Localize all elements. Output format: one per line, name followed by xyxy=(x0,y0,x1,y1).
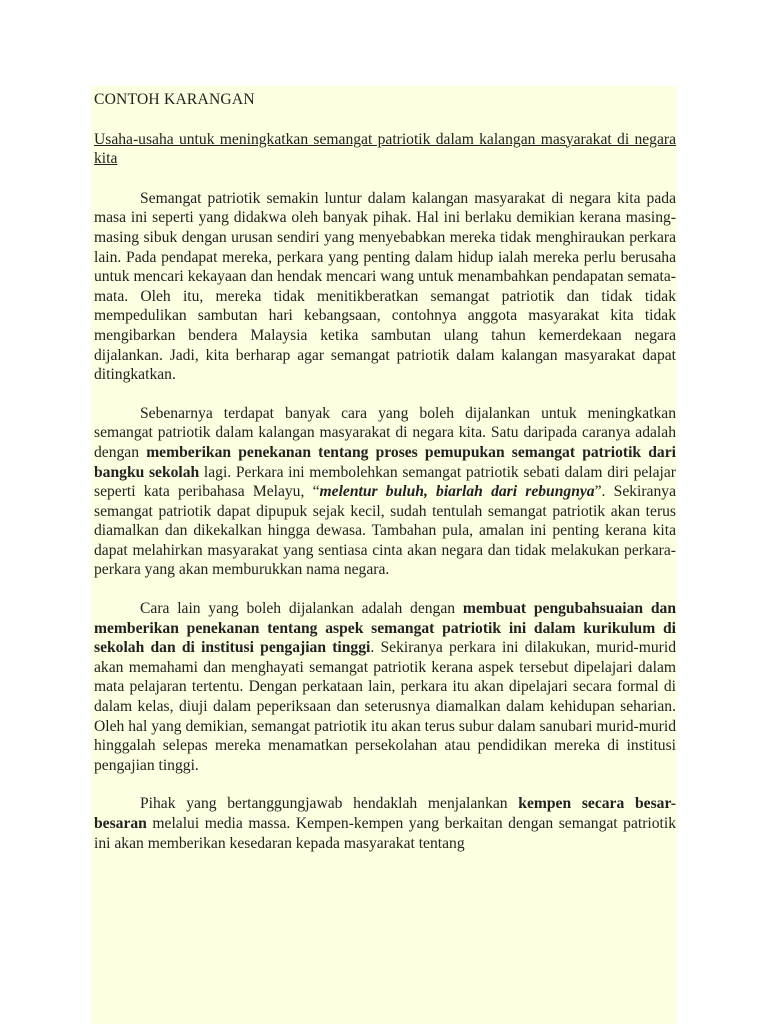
paragraph-2-text-b: lagi. Perkara ini membolehkan semangat patriotik sebati dalam diri pelajar seperti kata peribahasa Melayu, “ xyxy=(94,463,676,501)
paragraph-4-text-a: Pihak yang bertanggungjawab hendaklah menjalankan xyxy=(140,795,519,813)
paragraph-4-text-b: melalui media massa. Kempen-kempen yang berkaitan dengan semangat patriotik ini akan memberikan kesedaran kepada masyarakat tentang xyxy=(94,815,676,852)
paragraph-2 xyxy=(94,404,676,580)
paragraph-4 xyxy=(94,794,676,853)
paragraph-2-text-c: ”. Sekiranya semangat patriotik dapat dipupuk sejak kecil, sudah tentulah semangat patriotik akan terus diamalkan dan dikekalkan hingga dewasa. Tambahan pula, amalan ini penting kerana kita dapat melahirkan masyarakat yang sentiasa cinta akan negara dan tidak melakukan perkara-perkara yang akan memburukkan nama negara. xyxy=(94,483,676,579)
essay-title: Usaha-usaha untuk meningkatkan semangat patriotik dalam kalangan masyarakat di negara kita xyxy=(94,130,676,168)
paragraph-1: Semangat patriotik semakin luntur dalam kalangan masyarakat di negara kita pada masa ini seperti yang didakwa oleh banyak pihak. Hal ini berlaku demikian kerana masing-masing sibuk dengan urusan sendiri yang menyebabkan mereka tidak menghiraukan perkara lain. Pada pendapat mereka, perkara yang penting dalam hidup ialah mereka perlu berusaha untuk mencari kekayaan dan hendak mencari wang untuk menambahkan pendapatan semata-mata. Oleh itu, mereka tidak menitikberatkan semangat patriotik dan tidak tidak mempedulikan sambutan hari kebangsaan, contohnya anggota masyarakat kita tidak mengibarkan bendera Malaysia ketika sambutan ulang tahun kemerdekaan negara dijalankan. Jadi, kita berharap agar semangat patriotik dalam kalangan masyarakat dapat ditingkatkan. xyxy=(94,189,676,384)
paragraph-3-text-b: . Sekiranya perkara ini dilakukan, murid-murid akan memahami dan menghayati semangat patriotik kerana aspek tersebut dipelajari dalam mata pelajaran tertentu. Dengan perkataan lain, perkara itu akan dipelajari secara formal di dalam kelas, diuji dalam peperiksaan dan seterusnya diamalkan dalam kehidupan seharian. Oleh hal yang demikian, semangat patriotik itu akan terus subur dalam sanubari murid-murid hinggalah selepas mereka menamatkan persekolahan atau pendidikan mereka di institusi pengajian tinggi. xyxy=(94,639,676,774)
paragraph-3 xyxy=(94,599,676,775)
paragraph-3-bold-phrase: membuat pengubahsuaian dan memberikan penekanan tentang aspek semangat patriotik ini dalam kurikulum di sekolah dan di institusi pengajian tinggi xyxy=(94,600,676,657)
document-page xyxy=(91,86,677,1024)
paragraph-4-bold-phrase: kempen secara besar-besaran xyxy=(94,795,676,832)
paragraph-2-text-a: Sebenarnya terdapat banyak cara yang boleh dijalankan untuk meningkatkan semangat patriotik dalam kalangan masyarakat di negara kita. Satu daripada caranya adalah dengan xyxy=(94,404,676,461)
document-body xyxy=(91,86,677,853)
paragraph-3-text-a: Cara lain yang boleh dijalankan adalah dengan xyxy=(140,600,463,618)
peribahasa-quote: melentur buluh, biarlah dari rebungnya xyxy=(319,483,595,501)
paragraph-2-bold-phrase: memberikan penekanan tentang proses pemupukan semangat patriotik dari bangku sekolah xyxy=(94,443,676,481)
document-heading: CONTOH KARANGAN xyxy=(94,91,255,108)
